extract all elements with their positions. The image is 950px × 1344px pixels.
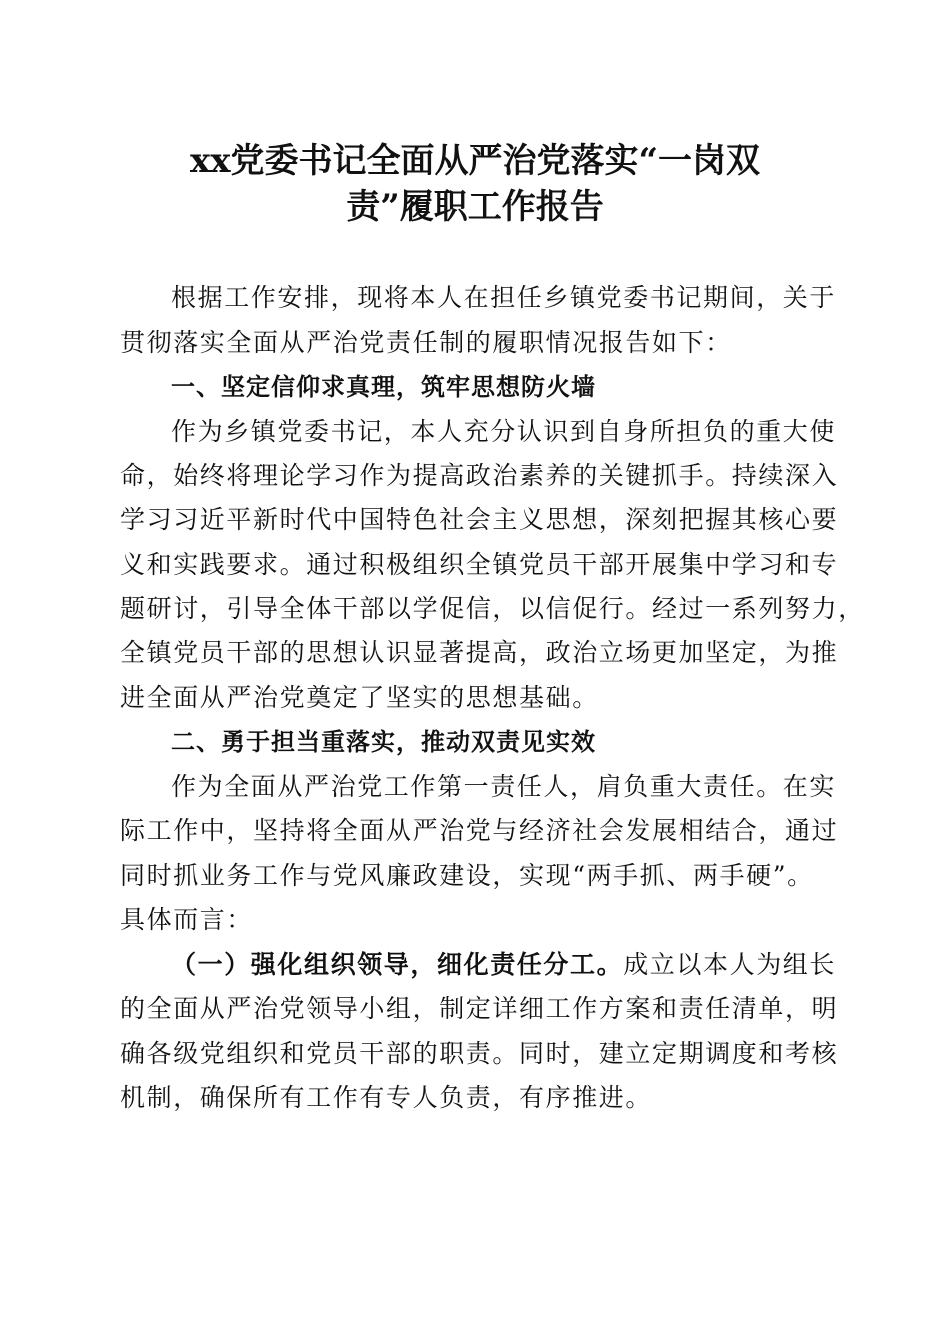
paragraph-1-line-5: 题研讨，引导全体干部以学促信，以信促行。经过一系列努力，: [120, 594, 865, 623]
paragraph-3-line-4: 机制，确保所有工作有专人负责，有序推进。: [120, 1083, 653, 1112]
paragraph-3-line-3: 确各级党组织和党员干部的职责。同时，建立定期调度和考核: [120, 1039, 839, 1068]
paragraph-1-line-3: 学习习近平新时代中国特色社会主义思想，深刻把握其核心要: [120, 505, 839, 534]
section-heading-2: 二、勇于担当重落实，推动双责见实效: [171, 728, 596, 756]
paragraph-3-bold-lead: （一）强化组织领导，细化责任分工。: [171, 950, 624, 979]
paragraph-3-line-1-rest: 成立以本人为组长: [623, 950, 837, 979]
paragraph-2-line-1: 作为全面从严治党工作第一责任人，肩负重大责任。在实: [171, 772, 837, 801]
paragraph-2-line-2: 际工作中，坚持将全面从严治党与经济社会发展相结合，通过: [120, 816, 839, 845]
paragraph-1-line-4: 义和实践要求。通过积极组织全镇党员干部开展集中学习和专: [120, 550, 839, 579]
paragraph-1-line-7: 进全面从严治党奠定了坚实的思想基础。: [120, 683, 599, 712]
paragraph-1-line-2: 命，始终将理论学习作为提高政治素养的关键抓手。持续深入: [120, 461, 839, 490]
paragraph-1-line-1: 作为乡镇党委书记，本人充分认识到自身所担负的重大使: [171, 417, 837, 446]
paragraph-2-line-3: 同时抓业务工作与党风廉政建设，实现“两手抓、两手硬”。: [120, 861, 814, 890]
paragraph-1-line-6: 全镇党员干部的思想认识显著提高，政治立场更加坚定，为推: [120, 638, 839, 667]
paragraph-3-line-2: 的全面从严治党领导小组，制定详细工作方案和责任清单，明: [120, 994, 839, 1023]
document-title-line-1: xx党委书记全面从严治党落实“一岗双: [189, 141, 761, 181]
intro-line-2: 贯彻落实全面从严治党责任制的履职情况报告如下：: [120, 328, 732, 357]
section-heading-1: 一、坚定信仰求真理，筑牢思想防火墙: [171, 373, 596, 401]
paragraph-3-line-1: [171, 945, 837, 985]
paragraph-2-line-4: 具体而言：: [120, 905, 254, 934]
intro-line-1: 根据工作安排，现将本人在担任乡镇党委书记期间，关于: [171, 283, 837, 312]
document-title-line-2: 责”履职工作报告: [346, 187, 604, 227]
